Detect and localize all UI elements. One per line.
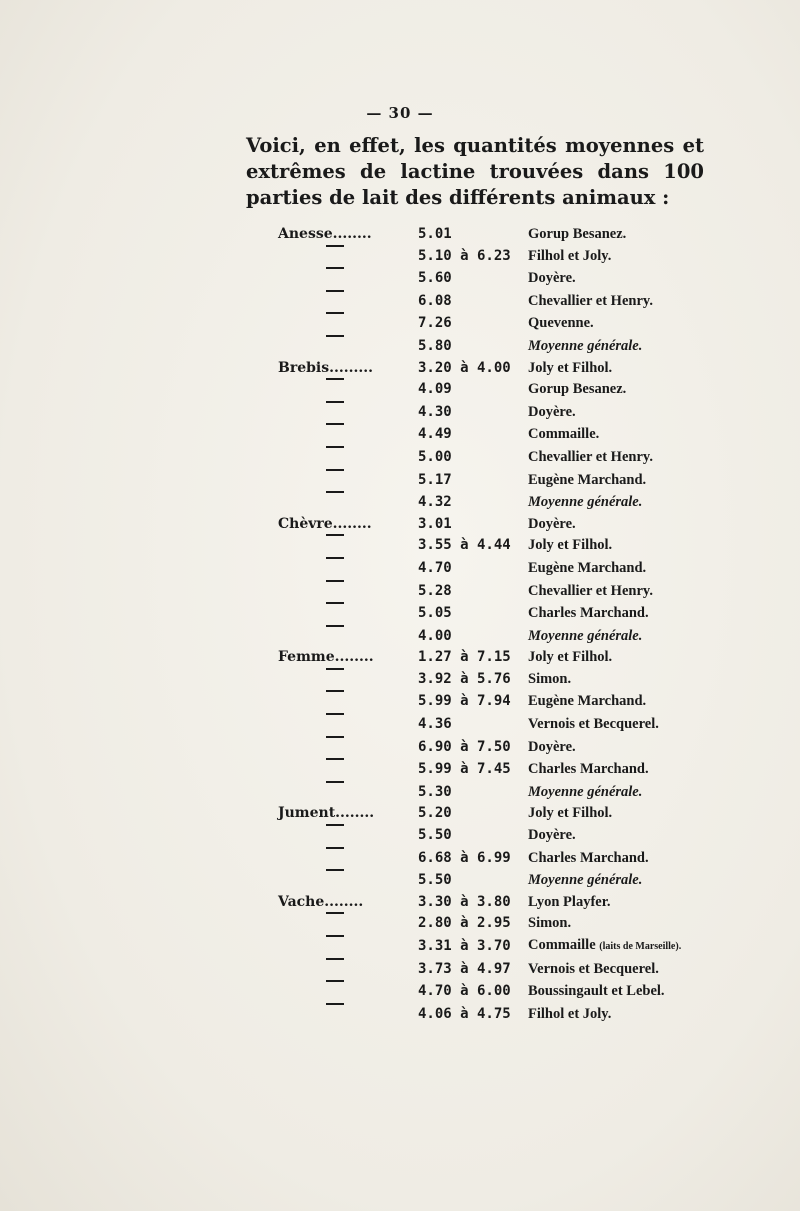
ditto-dash	[326, 781, 344, 804]
animal-cell	[278, 935, 418, 958]
lactine-value: 4.00	[418, 627, 452, 644]
animal-cell	[278, 958, 418, 981]
ditto-dash	[326, 491, 344, 514]
animal-cell	[278, 423, 418, 446]
lactine-value: 3.55 à 4.44	[418, 537, 511, 554]
source-text: Charles Marchand.	[528, 849, 649, 866]
source-text: Eugène Marchand.	[528, 559, 647, 576]
lactine-value: 5.01	[418, 226, 452, 242]
source-author	[528, 224, 698, 245]
table-row	[278, 781, 698, 804]
source-text: Moyenne générale.	[528, 627, 643, 644]
ditto-dash	[326, 469, 344, 492]
source-author	[528, 758, 698, 781]
animal-cell	[278, 534, 418, 557]
animal-name: Anesse........	[278, 226, 372, 242]
animal-cell	[278, 401, 418, 424]
animal-cell	[278, 602, 418, 625]
source-text: Joly et Filhol.	[528, 359, 613, 376]
table-row	[278, 534, 698, 557]
source-text: Vernois et Becquerel.	[528, 716, 659, 733]
animal-cell	[278, 892, 418, 913]
lactine-value: 7.26	[418, 315, 452, 332]
animal-cell	[278, 869, 418, 892]
animal-cell	[278, 224, 418, 245]
source-text: Vernois et Becquerel.	[528, 960, 659, 977]
source-author	[528, 803, 698, 824]
source-text: Commaille.	[528, 426, 600, 443]
source-text: Gorup Besanez.	[528, 226, 627, 242]
ditto-dash	[326, 935, 344, 958]
table-row	[278, 446, 698, 469]
lactine-value: 4.70 à 6.00	[418, 983, 511, 1000]
source-text: Charles Marchand.	[528, 761, 649, 778]
animal-cell	[278, 980, 418, 1003]
source-text: Joly et Filhol.	[528, 805, 613, 822]
source-author	[528, 312, 698, 335]
ditto-dash	[326, 1003, 344, 1026]
source-author	[528, 935, 698, 958]
lactine-value: 4.70	[418, 559, 452, 576]
source-author	[528, 335, 698, 358]
lactine-value: 2.80 à 2.95	[418, 915, 511, 932]
table-row	[278, 557, 698, 580]
animal-cell	[278, 668, 418, 691]
ditto-dash	[326, 958, 344, 981]
source-text: Simon.	[528, 915, 572, 932]
source-author	[528, 781, 698, 804]
ditto-dash	[326, 557, 344, 580]
table-row	[278, 758, 698, 781]
table-row	[278, 892, 698, 913]
source-text: Chevallier et Henry.	[528, 582, 653, 599]
source-author	[528, 378, 698, 401]
table-row	[278, 580, 698, 603]
table-row	[278, 736, 698, 759]
lactine-value: 5.60	[418, 270, 452, 287]
table-row	[278, 958, 698, 981]
source-text: Quevenne.	[528, 315, 594, 332]
source-text: Commaille	[528, 937, 596, 953]
lactine-table	[278, 224, 698, 1025]
table-body	[278, 224, 698, 1025]
source-author	[528, 912, 698, 935]
ditto-dash	[326, 824, 344, 847]
lactine-value: 3.01	[418, 515, 452, 532]
animal-name: Jument........	[278, 805, 375, 822]
lactine-value: 3.92 à 5.76	[418, 670, 511, 687]
table-row	[278, 690, 698, 713]
ditto-dash	[326, 290, 344, 313]
ditto-dash	[326, 690, 344, 713]
source-author	[528, 958, 698, 981]
lactine-value: 3.31 à 3.70	[418, 938, 511, 954]
source-author	[528, 1003, 698, 1026]
source-author	[528, 534, 698, 557]
source-author	[528, 625, 698, 648]
ditto-dash	[326, 534, 344, 557]
table-row	[278, 668, 698, 691]
animal-cell	[278, 557, 418, 580]
source-author	[528, 423, 698, 446]
lactine-value: 5.10 à 6.23	[418, 247, 511, 264]
source-author	[528, 602, 698, 625]
source-text: Boussingault et Lebel.	[528, 983, 665, 1000]
lactine-value: 5.17	[418, 471, 452, 488]
animal-cell	[278, 781, 418, 804]
lactine-value: 5.99 à 7.94	[418, 693, 511, 710]
page-number: — 30 —	[366, 104, 434, 122]
source-text: Simon.	[528, 670, 572, 687]
source-text: Filhol et Joly.	[528, 1005, 612, 1022]
source-author	[528, 736, 698, 759]
ditto-dash	[326, 869, 344, 892]
table-row	[278, 824, 698, 847]
animal-cell	[278, 647, 418, 668]
source-author	[528, 267, 698, 290]
ditto-dash	[326, 625, 344, 648]
table-row	[278, 803, 698, 824]
source-text: Gorup Besanez.	[528, 381, 627, 398]
source-author	[528, 869, 698, 892]
ditto-dash	[326, 580, 344, 603]
source-author	[528, 668, 698, 691]
source-text: Doyère.	[528, 738, 576, 755]
table-row	[278, 602, 698, 625]
source-text: Joly et Filhol.	[528, 649, 613, 666]
lactine-value: 4.09	[418, 381, 452, 398]
animal-name: Vache........	[278, 893, 364, 910]
animal-cell	[278, 736, 418, 759]
ditto-dash	[326, 713, 344, 736]
animal-cell	[278, 491, 418, 514]
table-row	[278, 625, 698, 648]
ditto-dash	[326, 980, 344, 1003]
animal-cell	[278, 713, 418, 736]
animal-cell	[278, 469, 418, 492]
table-row	[278, 378, 698, 401]
source-author	[528, 557, 698, 580]
animal-cell	[278, 335, 418, 358]
animal-cell	[278, 378, 418, 401]
lactine-value: 5.20	[418, 805, 452, 822]
source-author	[528, 580, 698, 603]
source-text: Moyenne générale.	[528, 783, 643, 800]
lactine-value: 4.49	[418, 426, 452, 443]
source-text: Lyon Playfer.	[528, 893, 611, 910]
source-text: Doyère.	[528, 403, 576, 420]
source-text: Moyenne générale.	[528, 337, 643, 354]
source-author	[528, 401, 698, 424]
source-author	[528, 491, 698, 514]
table-row	[278, 312, 698, 335]
lactine-value: 4.30	[418, 403, 452, 420]
ditto-dash	[326, 668, 344, 691]
animal-cell	[278, 847, 418, 870]
ditto-dash	[326, 401, 344, 424]
lactine-value: 5.30	[418, 783, 452, 800]
lactine-value: 5.05	[418, 605, 452, 622]
lactine-value: 5.99 à 7.45	[418, 761, 511, 778]
source-text: Filhol et Joly.	[528, 247, 612, 264]
intro-paragraph: Voici, en effet, les quantités moyennes et extrêmes de lactine trouvées dans 100 parties de lait des différents animaux :	[246, 134, 704, 209]
source-note: (laits de Marseille).	[599, 941, 682, 952]
lactine-value: 5.80	[418, 337, 452, 354]
table-row	[278, 980, 698, 1003]
source-author	[528, 690, 698, 713]
animal-cell	[278, 267, 418, 290]
animal-cell	[278, 446, 418, 469]
animal-name: Chèvre........	[278, 515, 372, 532]
source-text: Doyère.	[528, 827, 576, 844]
table-row	[278, 869, 698, 892]
lactine-value: 4.36	[418, 716, 452, 733]
lactine-value: 4.06 à 4.75	[418, 1005, 511, 1022]
table-row	[278, 358, 698, 379]
source-text: Joly et Filhol.	[528, 537, 613, 554]
table-row	[278, 912, 698, 935]
lactine-value: 3.73 à 4.97	[418, 960, 511, 977]
lactine-value: 6.68 à 6.99	[418, 849, 511, 866]
source-author	[528, 290, 698, 313]
ditto-dash	[326, 847, 344, 870]
source-author	[528, 446, 698, 469]
source-author	[528, 469, 698, 492]
table-row	[278, 1003, 698, 1026]
table-row	[278, 713, 698, 736]
ditto-dash	[326, 335, 344, 358]
table-row	[278, 245, 698, 268]
source-author	[528, 358, 698, 379]
table-row	[278, 267, 698, 290]
table-row	[278, 935, 698, 958]
table-row	[278, 401, 698, 424]
animal-cell	[278, 245, 418, 268]
source-author	[528, 245, 698, 268]
ditto-dash	[326, 758, 344, 781]
animal-cell	[278, 758, 418, 781]
ditto-dash	[326, 912, 344, 935]
table-row	[278, 491, 698, 514]
ditto-dash	[326, 378, 344, 401]
ditto-dash	[326, 736, 344, 759]
animal-cell	[278, 358, 418, 379]
source-author	[528, 892, 698, 913]
source-text: Eugène Marchand.	[528, 471, 647, 488]
source-author	[528, 647, 698, 668]
lactine-value: 3.30 à 3.80	[418, 893, 511, 910]
source-text: Moyenne générale.	[528, 872, 643, 889]
source-author	[528, 980, 698, 1003]
lactine-value: 5.50	[418, 827, 452, 844]
lactine-value: 5.28	[418, 582, 452, 599]
source-text: Chevallier et Henry.	[528, 448, 653, 465]
lactine-value: 5.00	[418, 448, 452, 465]
table-row	[278, 423, 698, 446]
table-row	[278, 514, 698, 535]
lactine-value: 3.20 à 4.00	[418, 359, 511, 376]
ditto-dash	[326, 245, 344, 268]
animal-cell	[278, 312, 418, 335]
lactine-value: 6.90 à 7.50	[418, 738, 511, 755]
source-text: Doyère.	[528, 515, 576, 532]
lactine-value: 5.50	[418, 872, 452, 889]
animal-cell	[278, 824, 418, 847]
lactine-value: 1.27 à 7.15	[418, 649, 511, 666]
animal-cell	[278, 912, 418, 935]
ditto-dash	[326, 312, 344, 335]
animal-cell	[278, 625, 418, 648]
source-text: Chevallier et Henry.	[528, 292, 653, 309]
table-row	[278, 335, 698, 358]
table-row	[278, 469, 698, 492]
animal-cell	[278, 580, 418, 603]
table-row	[278, 224, 698, 245]
ditto-dash	[326, 267, 344, 290]
animal-cell	[278, 1003, 418, 1026]
table-row	[278, 847, 698, 870]
source-author	[528, 713, 698, 736]
lactine-value: 6.08	[418, 292, 452, 309]
ditto-dash	[326, 423, 344, 446]
source-text: Charles Marchand.	[528, 605, 649, 622]
animal-cell	[278, 290, 418, 313]
animal-cell	[278, 690, 418, 713]
ditto-dash	[326, 602, 344, 625]
source-text: Moyenne générale.	[528, 494, 643, 511]
ditto-dash	[326, 446, 344, 469]
animal-name: Femme........	[278, 649, 374, 666]
lactine-value: 4.32	[418, 494, 452, 511]
animal-name: Brebis.........	[278, 359, 373, 376]
table-row	[278, 290, 698, 313]
animal-cell	[278, 514, 418, 535]
source-author	[528, 824, 698, 847]
source-author	[528, 847, 698, 870]
source-text: Eugène Marchand.	[528, 693, 647, 710]
table-row	[278, 647, 698, 668]
animal-cell	[278, 803, 418, 824]
source-author	[528, 514, 698, 535]
source-text: Doyère.	[528, 270, 576, 287]
